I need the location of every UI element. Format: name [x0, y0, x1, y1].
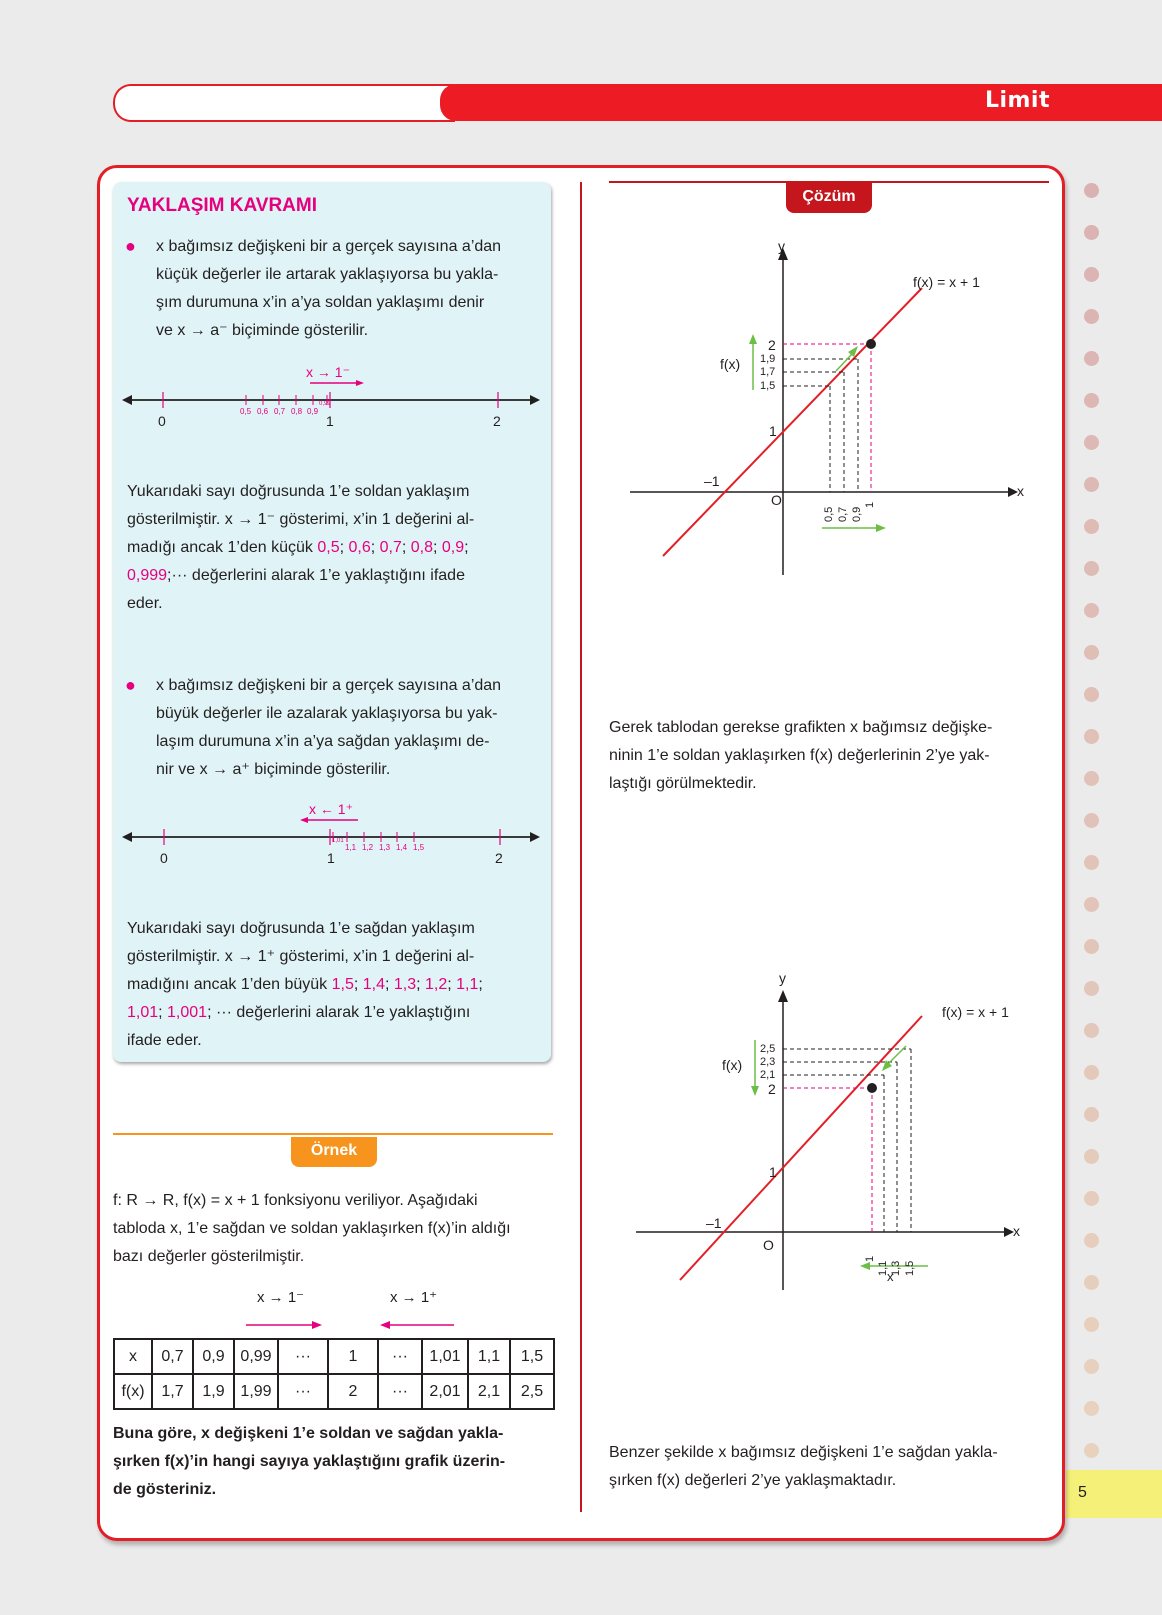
page-number: 5	[1078, 1484, 1087, 1501]
tick-label: 1,3	[379, 843, 391, 852]
side-dot	[1084, 267, 1099, 282]
example-rule	[113, 1133, 553, 1135]
side-dot	[1084, 351, 1099, 366]
side-dot	[1084, 1275, 1099, 1290]
side-dot	[1084, 1317, 1099, 1332]
graph2-function-label: f(x) = x + 1	[942, 1004, 1009, 1020]
graph2-fx-label: f(x)	[722, 1057, 743, 1073]
table-row: f(x) 1,7 1,9 1,99 ··· 2 ··· 2,01 2,1 2,5	[114, 1374, 554, 1409]
example-label: Örnek	[291, 1137, 377, 1167]
tick-label: 1,1	[345, 843, 357, 852]
graph1-ytick: 1,7	[760, 366, 776, 378]
tick-label: 0,5	[240, 407, 252, 416]
example-question: Buna göre, x değişkeni 1’e soldan ve sağdan yakla- şırken f(x)’in hangi sayıya yaklaştığını grafik üzerin- de gösteriniz.	[113, 1425, 506, 1498]
bullet-icon: ●	[125, 236, 136, 256]
side-dot	[1084, 1359, 1099, 1374]
graph1-xtick: 0,5	[823, 506, 835, 522]
side-dot	[1084, 1149, 1099, 1164]
tick-label: 1,4	[396, 843, 408, 852]
example-intro: f: R → R, f(x) = x + 1 fonksiyonu veriliyor. Aşağıdaki tabloda x, 1’e sağdan ve soldan yaklaşırken f(x)’in aldığı bazı değerler gösterilmiştir.	[113, 1192, 511, 1265]
table-left-arrow-label: x → 1⁻	[257, 1289, 305, 1306]
graph1-xtick: 0,9	[851, 506, 863, 522]
solution-label: Çözüm	[786, 183, 872, 213]
graph2-xtick: 1,1	[877, 1260, 889, 1276]
left-approach-description: Yukarıdaki sayı doğrusunda 1’e soldan yaklaşım gösterilmiştir. x → 1⁻ gösterimi, x’in 1 değerini al- madığı ancak 1’den küçük 0,5; 0,6; 0,7; 0,8; 0,9; 0,999;··· değerlerini alarak 1’e yaklaştığını ifade eder.	[127, 483, 475, 612]
graph2-xtick: 1,5	[904, 1260, 916, 1276]
right-approach-description: Yukarıdaki sayı doğrusunda 1’e sağdan yaklaşım gösterilmiştir. x → 1⁺ gösterimi, x’in 1 değerini al- madığını ancak 1’den büyük 1,5; 1,4; 1,3; 1,2; 1,1; 1,01; 1,001; ··· değerlerini alarak 1’e yaklaştığını ifade eder.	[127, 920, 483, 1049]
values-table	[113, 1338, 555, 1410]
axis-label-1: 1	[326, 413, 334, 429]
side-dot	[1084, 813, 1099, 828]
graph2-ytick: 1	[769, 1164, 777, 1180]
graph1-xtick: 1	[864, 501, 876, 508]
graph2-ytick: 2	[768, 1081, 776, 1097]
graph1-neg-label: –1	[704, 473, 720, 489]
graph1-ytick: 1,9	[760, 353, 776, 365]
side-dot	[1084, 855, 1099, 870]
tick-label: 0,8	[291, 407, 303, 416]
graph2-x-label: x	[1013, 1223, 1020, 1239]
side-dot	[1084, 519, 1099, 534]
definition-title: YAKLAŞIM KAVRAMI	[127, 195, 318, 216]
graph2-ytick: 2,5	[760, 1043, 776, 1055]
graph2-xtick: 1,3	[890, 1260, 902, 1276]
right-approach-text: x bağımsız değişkeni bir a gerçek sayısına a’dan büyük değerler ile azalarak yaklaşıyorsa bu yak- laşım durumuna x’in a’ya sağdan yaklaşımı de- nir ve x → a⁺ biçiminde gösterilir.	[156, 677, 502, 778]
tick-label: 1,01	[332, 838, 344, 844]
axis-label-2: 2	[495, 850, 503, 866]
graph2-y-label: y	[779, 970, 786, 986]
side-dot	[1084, 225, 1099, 240]
side-dot	[1084, 771, 1099, 786]
left-approach-arrow-label: x → 1⁻	[306, 364, 350, 380]
chapter-title: Limit	[984, 88, 1050, 113]
graph1-ytick: 2	[768, 337, 776, 353]
solution-text-1: Gerek tablodan gerekse grafikten x bağımsız değişke- ninin 1’e soldan yaklaşırken f(x) değerlerinin 2’ye yak- laştığı görülmektedir.	[609, 719, 993, 792]
column-divider	[580, 182, 582, 1512]
side-dot	[1084, 1443, 1099, 1458]
side-dot	[1084, 393, 1099, 408]
graph2-x-arrow-label: x	[887, 1269, 894, 1284]
side-dot	[1084, 477, 1099, 492]
graph1-origin: O	[771, 492, 782, 508]
graph1-fx-label: f(x)	[720, 356, 741, 372]
side-dot	[1084, 897, 1099, 912]
side-dot	[1084, 309, 1099, 324]
graph1-x-label: x	[1017, 483, 1024, 499]
graph1-xtick: 0,7	[837, 506, 849, 522]
graph2-ytick: 2,3	[760, 1056, 776, 1068]
bullet-icon: ●	[125, 675, 136, 695]
tick-label: 0,7	[274, 407, 286, 416]
axis-label-0: 0	[160, 850, 168, 866]
axis-label-0: 0	[158, 413, 166, 429]
left-approach-text: x bağımsız değişkeni bir a gerçek sayısına a’dan küçük değerler ile artarak yaklaşıyorsa bu yakla- şım durumuna x’in a’ya soldan yaklaşımı denir ve x → a⁻ biçiminde gösterilir.	[156, 238, 502, 339]
right-approach-arrow-label: x ← 1⁺	[309, 801, 353, 817]
graph2-origin: O	[763, 1237, 774, 1253]
side-dot	[1084, 1191, 1099, 1206]
side-dot	[1084, 645, 1099, 660]
graph2-ytick: 2,1	[760, 1069, 776, 1081]
axis-label-2: 2	[493, 413, 501, 429]
tick-label: 0,6	[257, 407, 269, 416]
tick-label: 0,99	[319, 401, 331, 407]
header-bar	[440, 84, 1162, 121]
graph1-ytick: 1,5	[760, 380, 776, 392]
side-dot	[1084, 1233, 1099, 1248]
side-dot	[1084, 1023, 1099, 1038]
graph2-neg-label: –1	[706, 1215, 722, 1231]
side-dot	[1084, 939, 1099, 954]
tick-label: 1,5	[413, 843, 425, 852]
axis-label-1: 1	[327, 850, 335, 866]
side-dot	[1084, 435, 1099, 450]
side-dot	[1084, 687, 1099, 702]
header-left-frame	[113, 84, 455, 122]
graph1-ytick: 1	[769, 423, 777, 439]
table-row: x 0,7 0,9 0,99 ··· 1 ··· 1,01 1,1 1,5	[114, 1339, 554, 1374]
tick-label: 1,2	[362, 843, 374, 852]
graph1-y-label: y	[778, 238, 785, 254]
table-arrows	[240, 1318, 460, 1332]
tick-label: 0,9	[307, 407, 319, 416]
side-dot	[1084, 603, 1099, 618]
side-dot	[1084, 183, 1099, 198]
side-dot	[1084, 1401, 1099, 1416]
side-dot	[1084, 561, 1099, 576]
table-right-arrow-label: x → 1⁺	[390, 1289, 438, 1306]
side-dot	[1084, 729, 1099, 744]
solution-text-2: Benzer şekilde x bağımsız değişkeni 1’e sağdan yakla- şırken f(x) değerleri 2’ye yaklaşmaktadır.	[609, 1444, 998, 1489]
graph2-xtick: 1	[864, 1255, 876, 1262]
side-dot	[1084, 1065, 1099, 1080]
side-dot	[1084, 981, 1099, 996]
side-dot	[1084, 1107, 1099, 1122]
graph1-function-label: f(x) = x + 1	[913, 274, 980, 290]
